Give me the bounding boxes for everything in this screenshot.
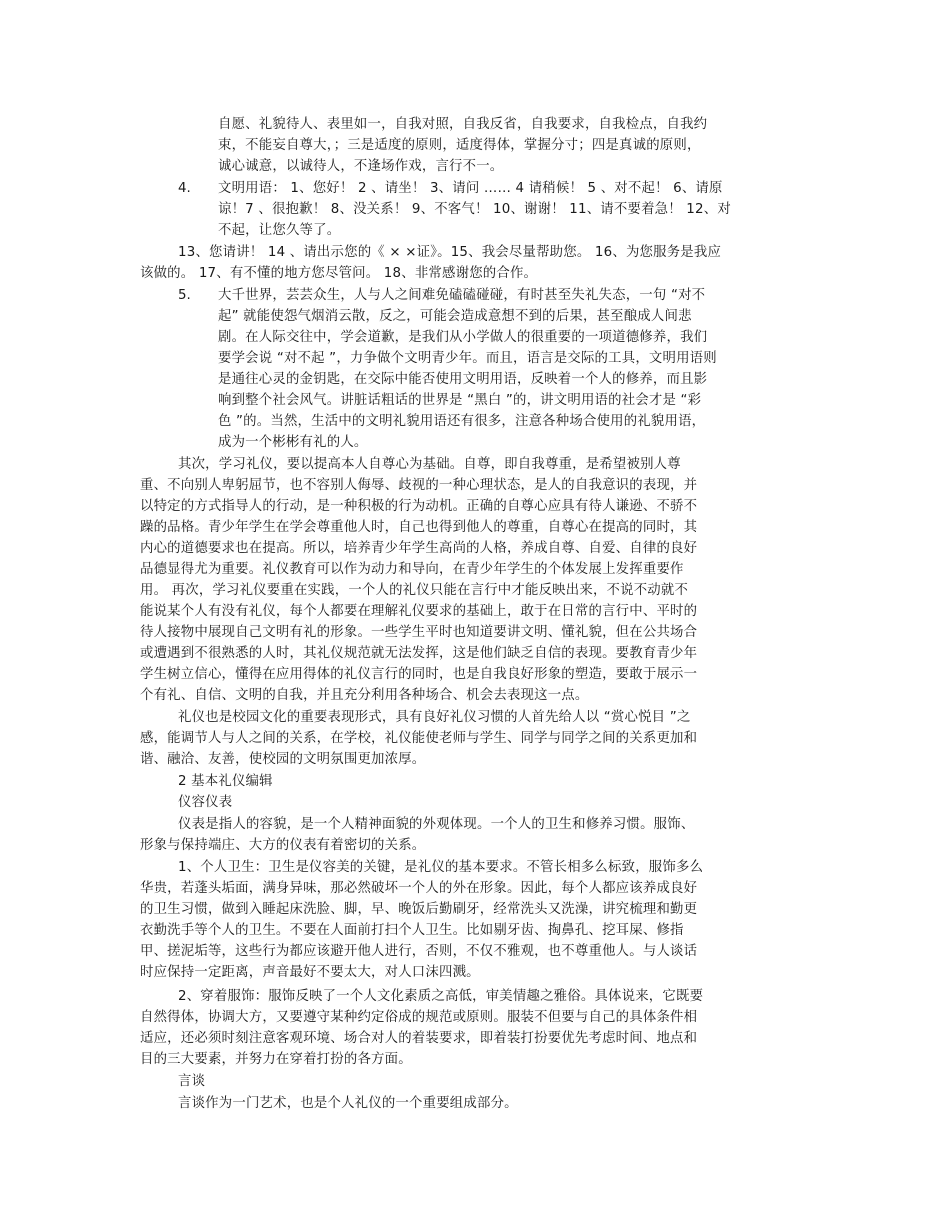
text-line: 该做的。 17、有不懂的地方您尽管问。 18、非常感谢您的合作。 bbox=[140, 266, 538, 281]
text-line: 束，不能妄自尊大，；三是适度的原则，适度得体，掌握分寸；四是真诚的原则， bbox=[218, 138, 701, 153]
text-line: 文明用语： 1、您好！ 2 、请坐！ 3、请问 …… 4 请稍候！ 5 、对不起！ 6、请原 bbox=[218, 181, 723, 196]
text-line: 仪表是指人的容貌，是一个人精神面貌的外观体现。一个人的卫生和修养习惯。服饰、 bbox=[178, 817, 695, 832]
text-line: 衣勤洗手等个人的卫生。不要在人面前打扫个人卫生。比如剔牙齿、掏鼻孔、挖耳屎、修指 bbox=[140, 923, 684, 938]
text-line: 适应，还必须时刻注意客观环境、场合对人的着装要求，即着装打扮要优先考虑时间、地点和 bbox=[140, 1031, 698, 1046]
text-line: 品德显得尤为重要。礼仪教育可以作为动力和导向，在青少年学生的个体发展上发挥重要作 bbox=[140, 562, 684, 577]
text-line: 躁的品格。青少年学生在学会尊重他人时，自己也得到他人的尊重，自尊心在提高的同时，其 bbox=[140, 520, 698, 535]
text-line: 礼仪也是校园文化的重要表现形式，具有良好礼仪习惯的人首先给人以 “赏心悦目 ”之 bbox=[178, 710, 691, 725]
text-line: 剧。在人际交往中，学会道歉，是我们从小学做人的很重要的一项道德修养，我们 bbox=[218, 330, 708, 345]
text-line: 色 ”的。当然，生活中的文明礼貌用语还有很多，注意各种场合使用的礼貌用语， bbox=[218, 414, 706, 429]
subsection-heading: 言谈 bbox=[178, 1074, 206, 1089]
text-line: 13、您请讲！ 14 、请出示您的《 × ×证》。15、我会尽量帮助您。 16、为您服务是我应 bbox=[178, 245, 722, 260]
text-line: 华贵，若蓬头垢面，满身异味，那必然破坏一个人的外在形象。因此，每个人都应该养成良好 bbox=[140, 881, 698, 896]
text-line: 响到整个社会风气。讲脏话粗话的世界是 “黑白 ”的，讲文明用语的社会才是 “彩 bbox=[218, 393, 702, 408]
text-line: 感，能调节人与人之间的关系，在学校，礼仪能使老师与学生、同学与同学之间的关系更加和 bbox=[140, 731, 698, 746]
text-line: 目的三大要素，并努力在穿着打扮的各方面。 bbox=[140, 1052, 412, 1067]
section-heading: 2 基本礼仪编辑 bbox=[178, 774, 273, 789]
text-line: 2、穿着服饰：服饰反映了一个人文化素质之高低，审美情趣之雅俗。具体说来，它既要 bbox=[178, 989, 704, 1004]
text-line: 学生树立信心，懂得在应用得体的礼仪言行的同时，也是自我良好形象的塑造，要敢于展示一 bbox=[140, 667, 698, 682]
list-number: 5. bbox=[178, 288, 191, 303]
text-line: 谐、融洽、友善，使校园的文明氛围更加浓厚。 bbox=[140, 752, 426, 767]
text-line: 要学会说 “对不起 ”，力争做个文明青少年。而且，语言是交际的工具，文明用语则 bbox=[218, 351, 717, 366]
text-line: 以特定的方式指导人的行动，是一种积极的行为动机。正确的自尊心应具有待人谦逊、不骄不 bbox=[140, 499, 698, 514]
text-line: 待人接物中展现自己文明有礼的形象。一些学生平时也知道要讲文明、懂礼貌，但在公共场合 bbox=[140, 625, 698, 640]
text-line: 自然得体，协调大方，又要遵守某种约定俗成的规范或原则。服装不但要与自己的具体条件相 bbox=[140, 1010, 698, 1025]
text-line: 能说某个人有没有礼仪，每个人都要在理解礼仪要求的基础上，敢于在日常的言行中、平时的 bbox=[140, 604, 698, 619]
text-line: 用。 再次，学习礼仪要重在实践，一个人的礼仪只能在言行中才能反映出来，不说不动就不 bbox=[140, 583, 689, 598]
text-line: 内心的道德要求也在提高。所以，培养青少年学生高尚的人格，养成自尊、自爱、自律的良好 bbox=[140, 541, 698, 556]
text-line: 形象与保持端庄、大方的仪表有着密切的关系。 bbox=[140, 838, 426, 853]
text-line: 成为一个彬彬有礼的人。 bbox=[218, 435, 368, 450]
text-line: 或遭遇到不很熟悉的人时，其礼仪规范就无法发挥，这是他们缺乏自信的表现。要教育青少年 bbox=[140, 646, 698, 661]
text-line: 是通往心灵的金钥匙，在交际中能否使用文明用语，反映着一个人的修养，而且影 bbox=[218, 372, 708, 387]
text-line: 不起，让您久等了。 bbox=[218, 223, 341, 238]
text-line: 谅！7 、很抱歉！ 8、没关系！ 9、不客气！ 10、谢谢！ 11、请不要着急！ 12、对 bbox=[218, 202, 731, 217]
text-line: 的卫生习惯，做到入睡起床洗脸、脚，早、晚饭后勤刷牙，经常洗头又洗澡，讲究梳理和勤更 bbox=[140, 902, 698, 917]
text-line: 个有礼、自信、文明的自我，并且充分利用各种场合、机会去表现这一点。 bbox=[140, 688, 589, 703]
list-number: 4. bbox=[178, 181, 191, 196]
text-line: 言谈作为一门艺术，也是个人礼仪的一个重要组成部分。 bbox=[178, 1096, 518, 1111]
text-line: 时应保持一定距离，声音最好不要太大，对人口沫四溅。 bbox=[140, 965, 480, 980]
text-line: 诚心诚意，以诚待人，不逢场作戏，言行不一。 bbox=[218, 159, 504, 174]
subsection-heading: 仪容仪表 bbox=[178, 795, 233, 810]
text-line: 甲、搓泥垢等，这些行为都应该避开他人进行，否则，不仅不雅观，也不尊重他人。与人谈话 bbox=[140, 944, 698, 959]
text-line: 大千世界，芸芸众生，人与人之间难免磕磕碰碰，有时甚至失礼失态，一句 “对不 bbox=[218, 288, 706, 303]
text-line: 起” 就能使怨气烟消云散，反之，可能会造成意想不到的后果，甚至酿成人间悲 bbox=[218, 309, 692, 324]
text-line: 自愿、礼貌待人、表里如一，自我对照，自我反省，自我要求，自我检点，自我约 bbox=[218, 117, 708, 132]
text-line: 其次，学习礼仪，要以提高本人自尊心为基础。自尊，即自我尊重，是希望被别人尊 bbox=[178, 457, 681, 472]
text-line: 1、个人卫生：卫生是仪容美的关键，是礼仪的基本要求。不管长相多么标致，服饰多么 bbox=[178, 860, 704, 875]
text-line: 重、不向别人卑躬屈节，也不容别人侮辱、歧视的一种心理状态，是人的自我意识的表现，并 bbox=[140, 478, 698, 493]
